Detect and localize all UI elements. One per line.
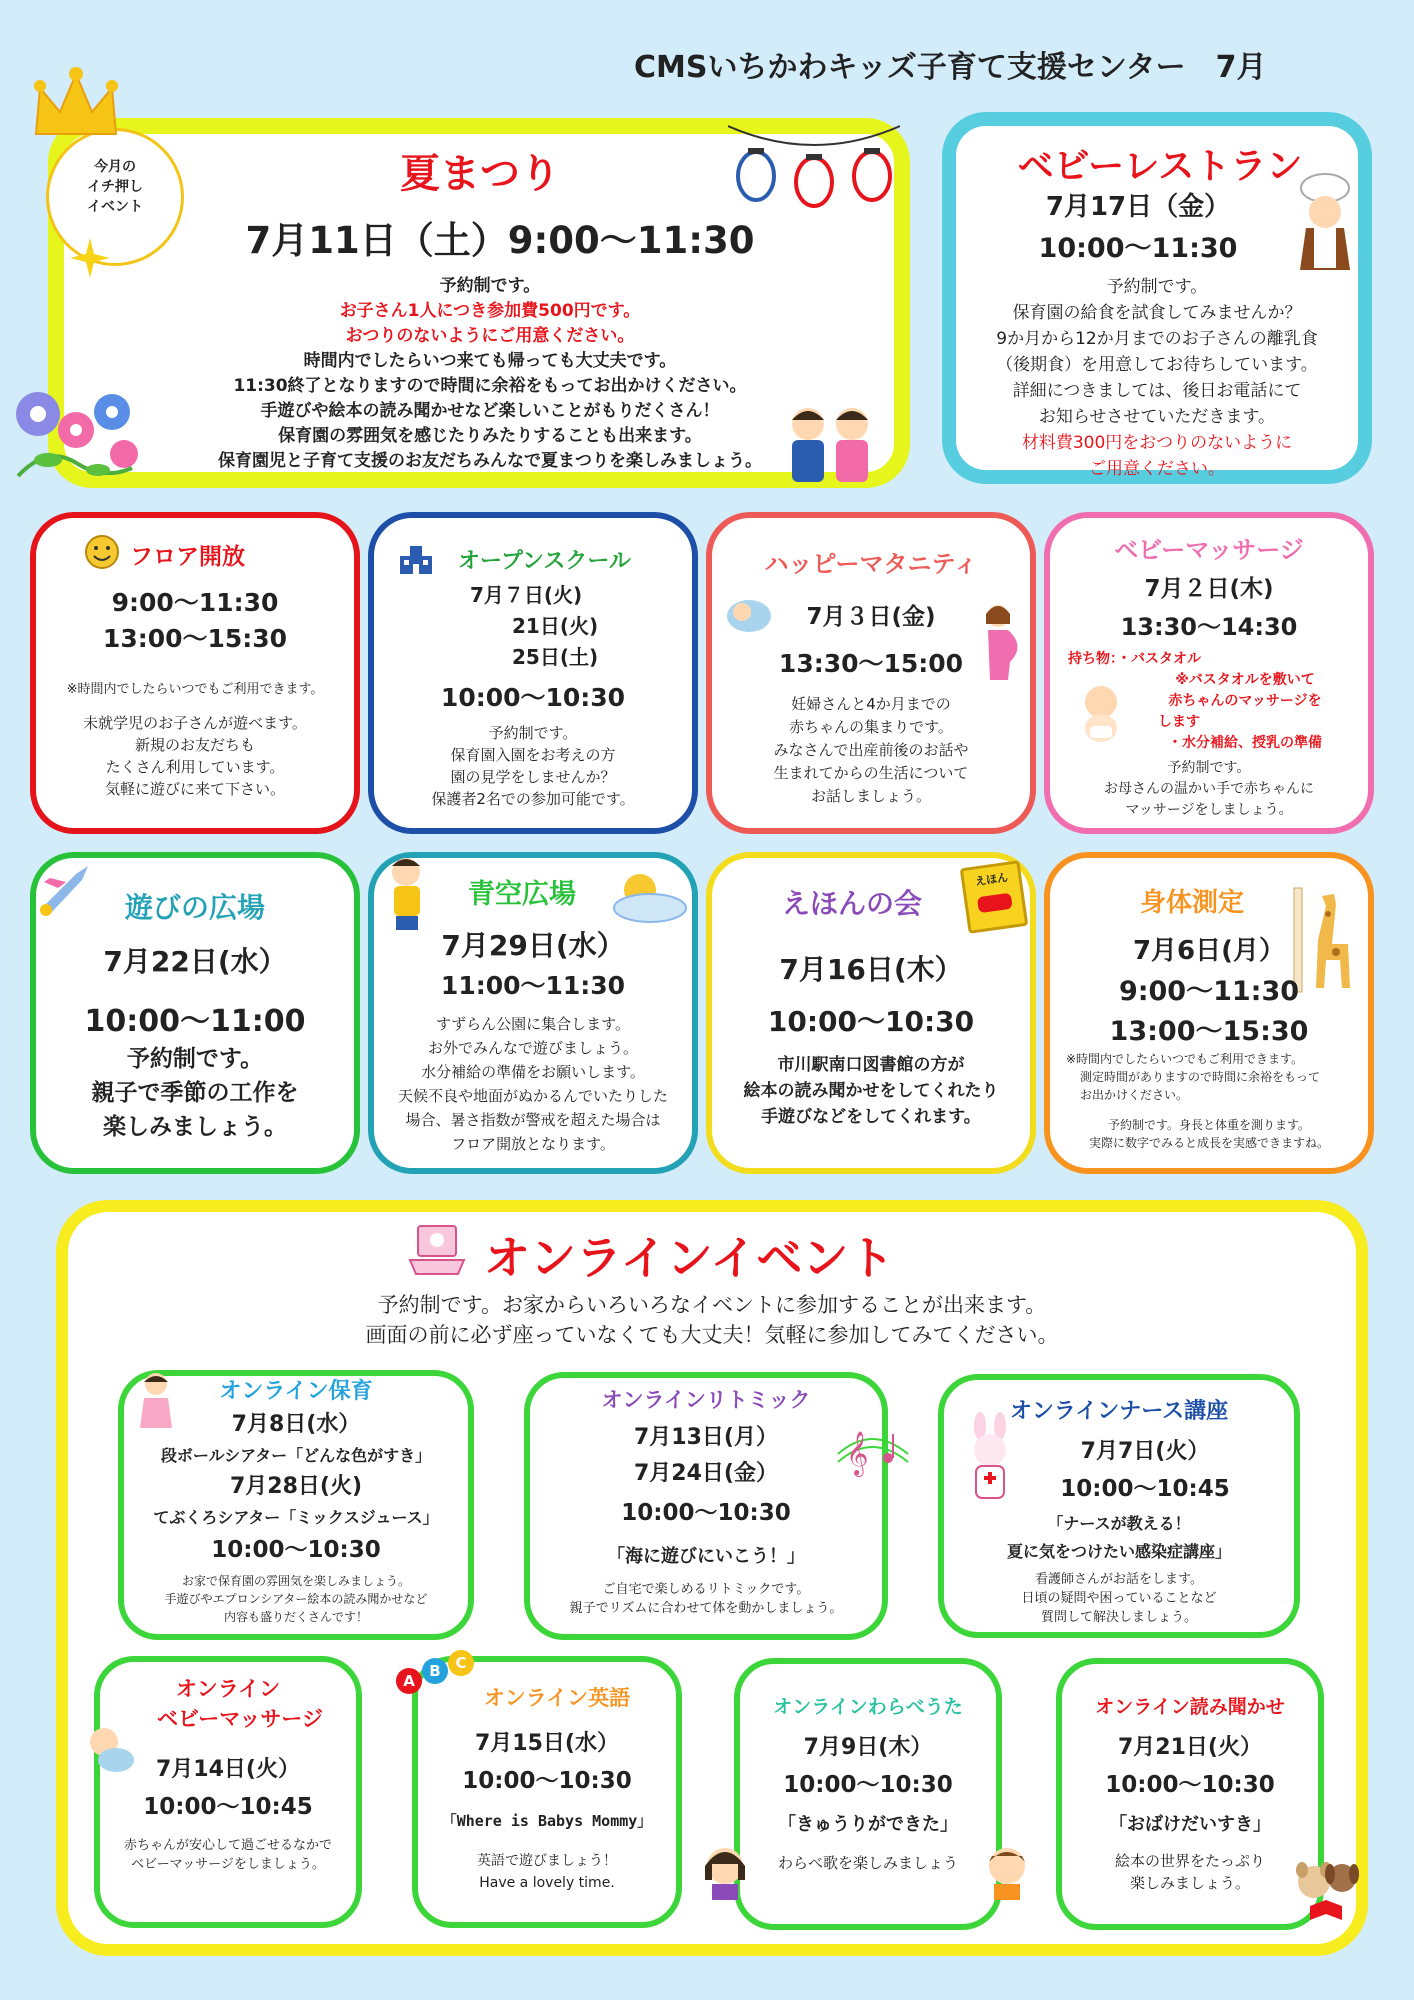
theme-line: 夏に気をつけたい感染症講座」 bbox=[1006, 1542, 1231, 1561]
detail-line-fee: 材料費300円をおつりのないように bbox=[1021, 433, 1293, 453]
aozora-title: 青空広場 bbox=[468, 879, 576, 910]
hoiku-date: 7月8日(水） bbox=[231, 1412, 361, 1437]
online-yomi-date: 7月21日(火） bbox=[1118, 1735, 1262, 1760]
online-warabe-time: 10:00～10:30 bbox=[783, 1772, 953, 1798]
abc-block: C bbox=[448, 1650, 474, 1676]
online-nurse-time: 10:00～10:45 bbox=[1060, 1476, 1230, 1502]
online-english-date: 7月15日(水） bbox=[475, 1731, 619, 1756]
ehon-details bbox=[706, 1052, 1036, 1130]
online-rhythmic-dates bbox=[524, 1420, 888, 1492]
online-rhythmic-notes bbox=[524, 1580, 888, 1618]
detail-line: たくさん利用しています。 bbox=[105, 758, 285, 776]
sokutei-note: ※時間内でしたらいつでもご利用できます。 bbox=[1066, 1052, 1304, 1066]
detail-line: 親子で季節の工作を bbox=[91, 1080, 299, 1106]
massage-items-label: 持ち物：・バスタオル bbox=[1068, 651, 1201, 667]
massage-details bbox=[1044, 758, 1374, 821]
open-school-details bbox=[368, 722, 698, 810]
sokutei-time: 9:00～11:30 bbox=[1118, 976, 1300, 1007]
title-line: オンライン bbox=[175, 1677, 281, 1701]
aozora-date: 7月29日(水） bbox=[441, 929, 625, 962]
open-school-title: オープンスクール bbox=[458, 549, 631, 574]
abc-block: A bbox=[396, 1668, 422, 1694]
detail-line: 手遊びなどをしてくれます。 bbox=[761, 1107, 981, 1127]
online-nurse-date: 7月7日(火） bbox=[1080, 1439, 1210, 1464]
badge-line: イベント bbox=[87, 199, 143, 215]
detail-line: 未就学児のお子さんが遊べます。 bbox=[83, 714, 307, 732]
book-icon bbox=[960, 860, 1029, 934]
online-nurse-theme bbox=[938, 1510, 1300, 1566]
baby-restaurant-details bbox=[962, 274, 1352, 482]
page-title: CMSいちかわキッズ子育て支援センター 7月 bbox=[634, 50, 1267, 85]
featured-badge bbox=[46, 128, 184, 266]
note-line: 絵本の世界をたっぷり bbox=[1114, 1852, 1265, 1870]
sokutei-note: 測定時間がありますので時間に余裕をもって bbox=[1080, 1070, 1321, 1084]
svg-text:𝄞: 𝄞 bbox=[846, 1431, 869, 1475]
note-line: 看護師さんがお話をします。 bbox=[1035, 1572, 1203, 1587]
ehon-time: 10:00～10:30 bbox=[767, 1005, 975, 1038]
baby-restaurant-date: 7月17日（金） bbox=[1045, 192, 1231, 222]
detail-line: すずらん公園に集合します。 bbox=[436, 1015, 630, 1033]
natsu-line-fee: お子さん1人につき参加費500円です。 bbox=[339, 301, 641, 321]
note-line: 楽しみましょう。 bbox=[1129, 1874, 1250, 1892]
natsu-datetime: 7月11日（土）9:00～11:30 bbox=[245, 219, 755, 262]
maternity-date: 7月３日(金) bbox=[806, 604, 936, 630]
online-massage-time: 10:00～10:45 bbox=[143, 1794, 313, 1820]
lantern-icon bbox=[728, 118, 900, 216]
online-rhythmic-theme: 「海に遊びにいこう！」 bbox=[607, 1546, 805, 1567]
detail-line: 楽しみましょう。 bbox=[103, 1114, 287, 1140]
intro-line: 画面の前に必ず座っていなくても大丈夫！気軽に参加してみてください。 bbox=[365, 1323, 1059, 1347]
detail-line: フロア開放となります。 bbox=[451, 1135, 615, 1153]
animals-reading-icon bbox=[1290, 1856, 1362, 1922]
massage-time: 13:30～14:30 bbox=[1120, 613, 1298, 641]
online-yomi-theme: 「おばけだいすき」 bbox=[1109, 1814, 1271, 1835]
asobi-date: 7月22日(水） bbox=[103, 945, 287, 978]
baby-icon bbox=[1078, 682, 1124, 742]
detail-line: 予約制です。 bbox=[488, 724, 578, 742]
note-line: 英語で遊びましょう！ bbox=[477, 1853, 617, 1869]
book-label: えほん bbox=[974, 870, 1009, 889]
maternity-details bbox=[706, 693, 1036, 808]
massage-item: ※バスタオルを敷いて bbox=[1175, 672, 1315, 688]
detail-line: 保育園の給食を試食してみませんか？ bbox=[1012, 303, 1302, 323]
online-english-title: オンライン英語 bbox=[483, 1686, 631, 1710]
rhythmic-date: 7月24日(金） bbox=[634, 1461, 778, 1486]
rhythmic-date: 7月13日(月） bbox=[634, 1425, 778, 1450]
school-icon bbox=[398, 544, 434, 574]
online-nurse-title: オンラインナース講座 bbox=[1009, 1399, 1229, 1424]
detail-line: お外でみんなで遊びましょう。 bbox=[427, 1039, 638, 1057]
detail-line: （後期食）を用意してお待ちしています。 bbox=[996, 355, 1318, 375]
detail-line: 保育園入園をお考えの方 bbox=[450, 746, 616, 764]
girl-icon bbox=[700, 1840, 750, 1900]
sokutei-date: 7月6日(月） bbox=[1132, 936, 1286, 966]
children-yukata-icon bbox=[780, 402, 880, 488]
floor-time: 13:00～15:30 bbox=[102, 624, 288, 653]
boy-icon bbox=[982, 1840, 1032, 1900]
detail-line: お知らせさせていただきます。 bbox=[1038, 407, 1276, 427]
note-line: 質問して解決しましょう。 bbox=[1040, 1610, 1197, 1625]
hoiku-time: 10:00～10:30 bbox=[211, 1537, 381, 1563]
chef-icon bbox=[1292, 172, 1358, 272]
massage-title: ベビーマッサージ bbox=[1114, 536, 1304, 564]
note-line: ベビーマッサージをしましょう。 bbox=[131, 1857, 325, 1872]
detail-line: 水分補給の準備をお願いします。 bbox=[421, 1063, 645, 1081]
online-warabe-theme: 「きゅうりができた」 bbox=[778, 1814, 958, 1835]
sokutei-title: 身体測定 bbox=[1140, 888, 1245, 918]
natsu-title: 夏まつり bbox=[400, 151, 560, 197]
natsu-line: 11:30終了となりますので時間に余裕をもってお出かけください。 bbox=[233, 376, 747, 396]
floor-times bbox=[30, 585, 360, 657]
detail-line: 予約制です。身長と体重を測ります。 bbox=[1107, 1118, 1311, 1132]
floor-details bbox=[30, 712, 360, 800]
online-hoiku-notes bbox=[118, 1572, 474, 1626]
online-rhythmic-time: 10:00～10:30 bbox=[621, 1500, 791, 1526]
open-school-dates bbox=[470, 580, 670, 673]
intro-line: 予約制です。お家からいろいろなイベントに参加することが出来ます。 bbox=[377, 1293, 1047, 1317]
detail-line: 妊婦さんと4か月までの bbox=[791, 695, 951, 713]
online-hoiku-body bbox=[118, 1408, 474, 1568]
natsu-line: 予約制です。 bbox=[439, 276, 541, 296]
detail-line: 場合、暑さ指数が警戒を超えた場合は bbox=[405, 1111, 661, 1129]
detail-line: 気軽に遊びに来て下さい。 bbox=[104, 780, 285, 798]
massage-item: します bbox=[1158, 714, 1200, 730]
sokutei-note: お出かけください。 bbox=[1080, 1088, 1189, 1102]
detail-line: 予約制です。 bbox=[1106, 277, 1208, 297]
detail-line: 生まれてからの生活について bbox=[773, 764, 969, 782]
sokutei-times bbox=[1044, 972, 1374, 1052]
massage-item: 赤ちゃんのマッサージを bbox=[1168, 693, 1322, 709]
online-yomi-title: オンライン読み聞かせ bbox=[1095, 1696, 1285, 1718]
online-nurse-notes bbox=[938, 1570, 1300, 1627]
open-school-date: 21日(火) bbox=[512, 614, 599, 638]
massage-item: ・水分補給、授乳の準備 bbox=[1168, 735, 1322, 751]
detail-line: 詳細につきましては、後日お電話にて bbox=[1012, 381, 1302, 401]
online-english-theme: 「Where is Babys Mommy」 bbox=[441, 1812, 653, 1830]
note-line: Have a lovely time. bbox=[479, 1875, 615, 1891]
open-school-time: 10:00～10:30 bbox=[440, 683, 626, 712]
massage-date: 7月２日(木) bbox=[1144, 576, 1274, 602]
badge-line: 今月の bbox=[94, 159, 136, 175]
online-warabe-date: 7月9日(木） bbox=[803, 1735, 933, 1760]
asobi-title: 遊びの広場 bbox=[124, 891, 265, 924]
floor-time: 9:00～11:30 bbox=[111, 588, 279, 617]
natsu-line: 手遊びや絵本の読み聞かせなど楽しいことがもりだくさん！ bbox=[260, 401, 720, 421]
detail-line: 園の見学をしませんか？ bbox=[450, 768, 616, 786]
baby-restaurant-title: ベビーレストラン bbox=[1017, 146, 1303, 187]
baby-restaurant-time: 10:00～11:30 bbox=[1038, 233, 1238, 264]
crown-icon bbox=[30, 66, 122, 144]
detail-line: 天候不良や地面がぬかるんでいたりした bbox=[397, 1087, 668, 1105]
natsu-details bbox=[110, 274, 870, 474]
online-english-notes bbox=[412, 1850, 682, 1894]
natsu-line: 保育園の雰囲気を感じたりみたりすることも出来ます。 bbox=[278, 426, 702, 446]
online-warabe-note: わらべ歌を楽しみましょう bbox=[777, 1854, 958, 1872]
online-yomi-notes bbox=[1056, 1850, 1324, 1894]
smiley-icon bbox=[84, 534, 120, 570]
online-massage-notes bbox=[94, 1836, 362, 1874]
detail-line: お話しましょう。 bbox=[810, 787, 931, 805]
detail-line: 新規のお友だちも bbox=[134, 736, 255, 754]
note-line: 手遊びやエプロンシアター絵本の読み聞かせなど bbox=[164, 1592, 428, 1606]
note-line: 内容も盛りだくさんです！ bbox=[223, 1610, 368, 1624]
detail-line: マッサージをしましょう。 bbox=[1125, 802, 1293, 818]
laptop-icon bbox=[408, 1224, 466, 1276]
badge-line: イチ押し bbox=[87, 179, 143, 195]
note-line: 親子でリズムに合わせて体を動かしましょう。 bbox=[569, 1601, 843, 1616]
asobi-details bbox=[30, 1042, 360, 1144]
sokutei-notes bbox=[1066, 1050, 1366, 1104]
floor-title: フロア開放 bbox=[130, 544, 245, 570]
maternity-title: ハッピーマタニティ bbox=[764, 550, 978, 578]
massage-items bbox=[1130, 670, 1360, 754]
detail-line: みなさんで出産前後のお話や bbox=[773, 741, 969, 759]
online-yomi-time: 10:00～10:30 bbox=[1105, 1772, 1275, 1798]
note-line: 赤ちゃんが安心して過ごせるなかで bbox=[123, 1838, 332, 1853]
online-rhythmic-title: オンラインリトミック bbox=[601, 1388, 811, 1412]
note-line: お家で保育園の雰囲気を楽しみましょう。 bbox=[181, 1574, 410, 1588]
natsu-line: 保育園児と子育て支援のお友だちみんなで夏まつりを楽しみましょう。 bbox=[218, 451, 762, 471]
hoiku-program: 段ボールシアター「どんな色がすき」 bbox=[160, 1446, 432, 1465]
detail-line: 赤ちゃんの集まりです。 bbox=[789, 718, 953, 736]
floor-note: ※時間内でしたらいつでもご利用できます。 bbox=[66, 682, 324, 697]
natsu-line: 時間内でしたらいつ来ても帰っても大丈夫です。 bbox=[303, 351, 677, 371]
natsu-line-change: おつりのないようにご用意ください。 bbox=[345, 326, 635, 346]
online-warabe-title: オンラインわらべうた bbox=[773, 1696, 963, 1718]
online-english-time: 10:00～10:30 bbox=[462, 1768, 632, 1794]
note-line: ご自宅で楽しめるリトミックです。 bbox=[602, 1582, 810, 1597]
theme-line: 「ナースが教える！ bbox=[1047, 1514, 1191, 1533]
note-line: 日頃の疑問や困っていることなど bbox=[1021, 1591, 1217, 1606]
detail-line-fee: ご用意ください。 bbox=[1089, 459, 1225, 479]
abc-block: B bbox=[422, 1658, 448, 1684]
title-line: ベビーマッサージ bbox=[157, 1707, 323, 1731]
sokutei-details bbox=[1044, 1116, 1374, 1152]
sparkle-icon bbox=[70, 238, 110, 288]
open-school-date: 7月７日(火) bbox=[470, 583, 583, 607]
detail-line: 絵本の読み聞かせをしてくれたり bbox=[743, 1081, 999, 1101]
detail-line: お母さんの温かい手で赤ちゃんに bbox=[1104, 781, 1314, 797]
maternity-time: 13:30～15:00 bbox=[778, 649, 964, 678]
detail-line: 予約制です。 bbox=[1167, 760, 1251, 776]
morning-glory-icon bbox=[8, 384, 138, 484]
ehon-title: えほんの会 bbox=[782, 887, 923, 920]
detail-line: 保護者2名での参加可能です。 bbox=[431, 790, 635, 808]
detail-line: 9か月から12か月までのお子さんの離乳食 bbox=[996, 329, 1318, 349]
hoiku-program: てぶくろシアター「ミックスジュース」 bbox=[153, 1508, 439, 1527]
online-massage-date: 7月14日(火） bbox=[156, 1757, 300, 1782]
ehon-date: 7月16日(木） bbox=[779, 953, 963, 986]
asobi-time: 10:00～11:00 bbox=[84, 1004, 306, 1039]
detail-line: 予約制です。 bbox=[126, 1046, 264, 1072]
sokutei-time: 13:00～15:30 bbox=[1109, 1016, 1309, 1047]
hoiku-date: 7月28日(火) bbox=[229, 1474, 363, 1499]
detail-line: 市川駅南口図書館の方が bbox=[777, 1055, 965, 1075]
online-hoiku-title: オンライン保育 bbox=[219, 1379, 373, 1404]
aozora-details bbox=[368, 1012, 698, 1156]
sun-cloud-icon bbox=[606, 868, 690, 924]
online-intro bbox=[56, 1290, 1368, 1350]
aozora-time: 11:00～11:30 bbox=[440, 971, 626, 1000]
online-title: オンラインイベント bbox=[484, 1231, 895, 1285]
detail-line: 実際に数字でみると成長を実感できますね。 bbox=[1088, 1136, 1329, 1150]
open-school-date: 25日(土) bbox=[512, 645, 599, 669]
